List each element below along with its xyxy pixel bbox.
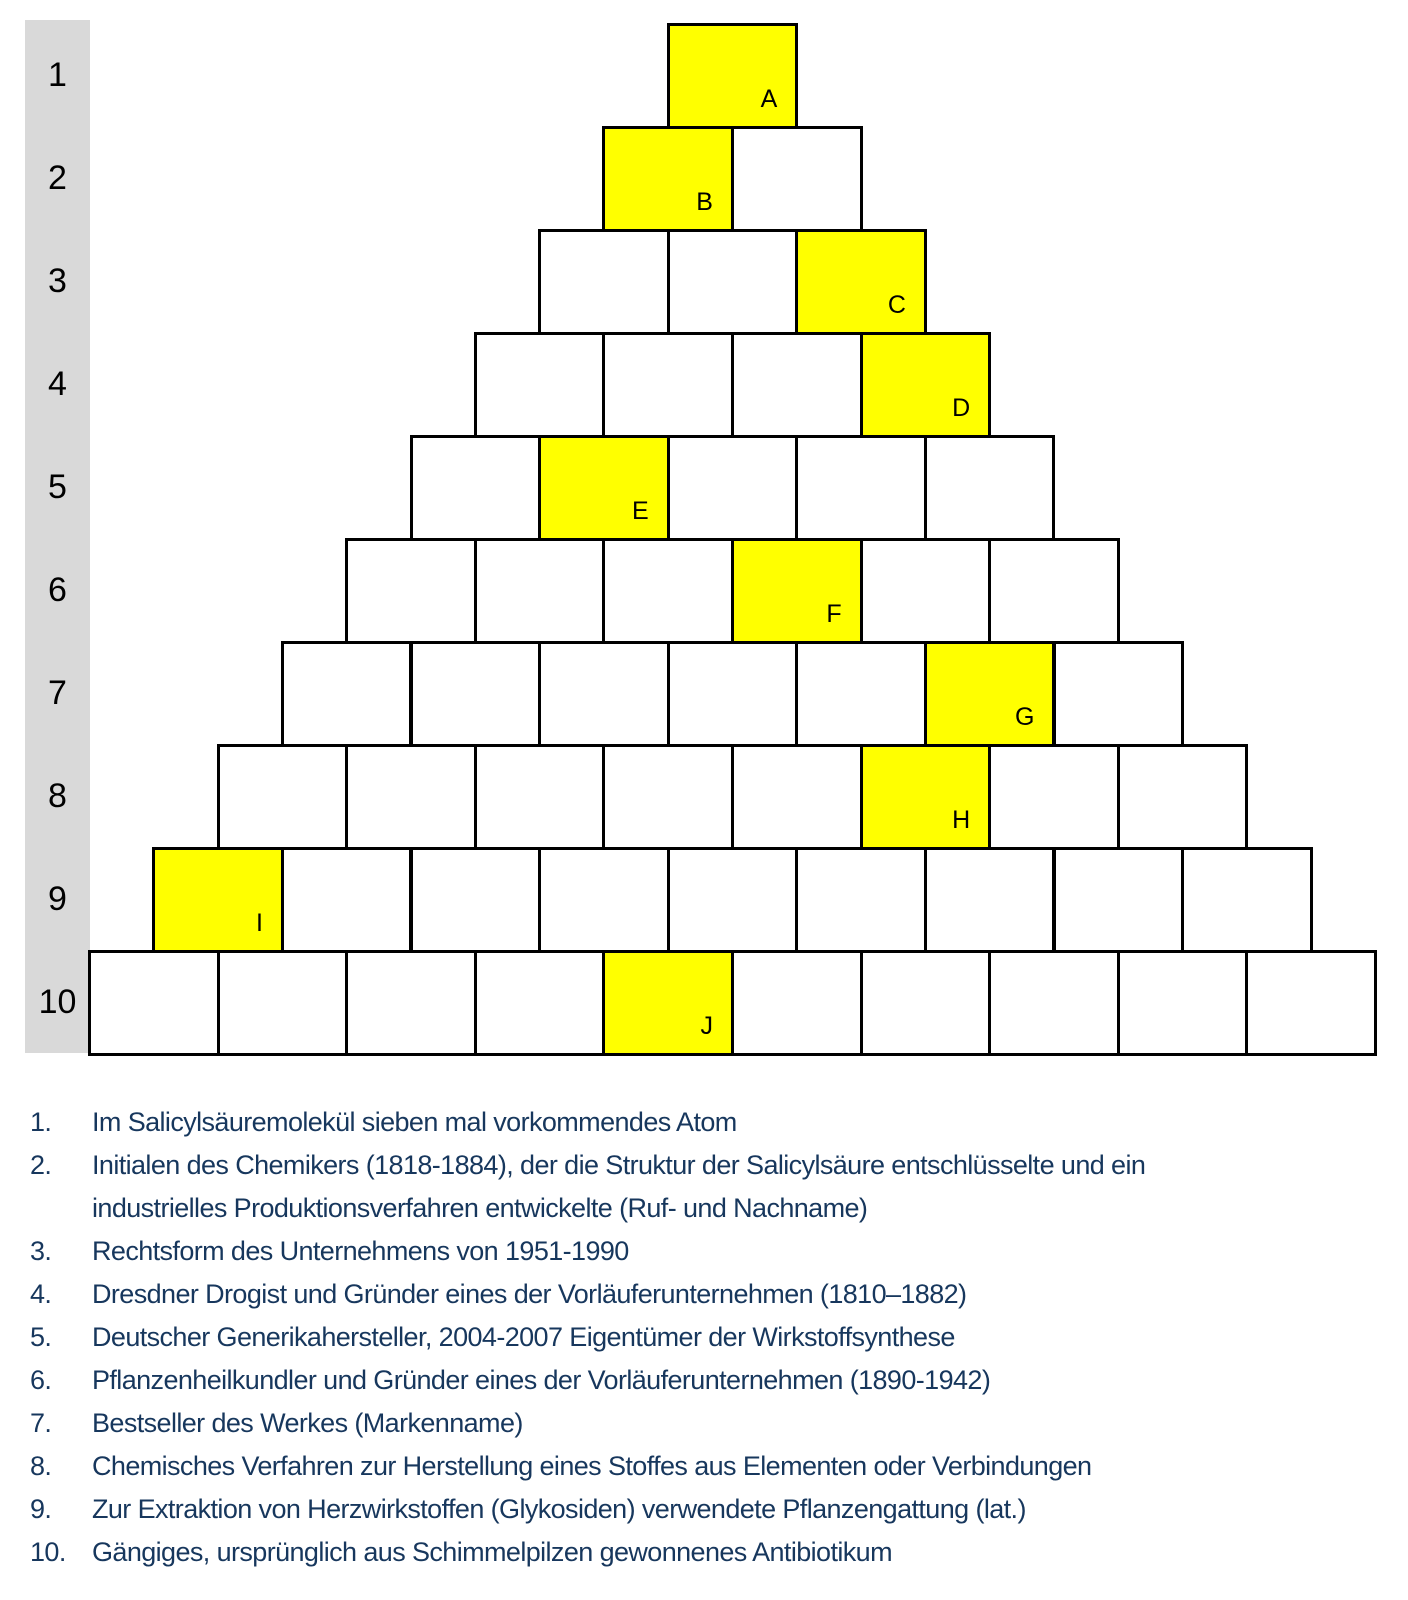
clue-number-8: 8. <box>30 1451 52 1481</box>
cell-letter-D: D <box>952 394 971 422</box>
cell-letter-B: B <box>696 188 713 216</box>
pyramid-cell-r6c3[interactable] <box>602 538 734 644</box>
pyramid-cell-r3c1[interactable] <box>538 229 670 335</box>
clue-number-10: 10. <box>30 1537 66 1567</box>
row-number-5: 5 <box>48 467 67 506</box>
clue-number-1: 1. <box>30 1107 52 1137</box>
clue-number-2: 2. <box>30 1150 52 1180</box>
clue-text-4: Dresdner Drogist und Gründer eines der Vorläuferunternehmen (1810–1882) <box>92 1279 967 1309</box>
pyramid-cell-r7c5[interactable] <box>795 641 927 747</box>
row-number-7: 7 <box>48 673 67 712</box>
clue-text-1: Im Salicylsäuremolekül sieben mal vorkommendes Atom <box>92 1107 737 1137</box>
row-number-9: 9 <box>48 879 67 918</box>
pyramid-cell-r10c1[interactable] <box>88 950 220 1056</box>
clue-number-5: 5. <box>30 1322 52 1352</box>
clue-text-2: Initialen des Chemikers (1818-1884), der die Struktur der Salicylsäure entschlüsselte und ein <box>92 1150 1146 1180</box>
clue-number-4: 4. <box>30 1279 52 1309</box>
cell-letter-A: A <box>760 85 778 113</box>
pyramid-cell-r10c10[interactable] <box>1245 950 1377 1056</box>
clue-number-3: 3. <box>30 1236 52 1266</box>
row-number-10: 10 <box>38 982 77 1021</box>
pyramid-cell-r6c2[interactable] <box>474 538 606 644</box>
row-number-8: 8 <box>48 776 67 815</box>
pyramid-cell-r3c3-highlighted[interactable] <box>795 229 927 335</box>
cell-letter-F: F <box>826 600 842 628</box>
pyramid-cell-r9c6[interactable] <box>795 847 927 953</box>
pyramid-cell-r7c7[interactable] <box>1053 641 1185 747</box>
pyramid-cell-r6c5[interactable] <box>860 538 992 644</box>
pyramid-cell-r6c6[interactable] <box>988 538 1120 644</box>
pyramid-cell-r4c2[interactable] <box>602 332 734 438</box>
pyramid-cell-r5c4[interactable] <box>795 435 927 541</box>
pyramid-cell-r9c3[interactable] <box>410 847 542 953</box>
pyramid-cell-r7c2[interactable] <box>410 641 542 747</box>
pyramid-cell-r7c1[interactable] <box>281 641 413 747</box>
clue-number-9: 9. <box>30 1494 52 1524</box>
clue-number-6: 6. <box>30 1365 52 1395</box>
cell-letter-J: J <box>700 1012 713 1040</box>
pyramid-cell-r7c4[interactable] <box>667 641 799 747</box>
pyramid-cell-r4c4-highlighted[interactable] <box>860 332 992 438</box>
clue-text-7: Bestseller des Werkes (Markenname) <box>92 1408 523 1438</box>
cell-letter-E: E <box>632 497 649 525</box>
pyramid-cell-r8c7[interactable] <box>988 744 1120 850</box>
pyramid-cell-r6c1[interactable] <box>345 538 477 644</box>
pyramid-cell-r9c2[interactable] <box>281 847 413 953</box>
row-number-4: 4 <box>48 364 67 403</box>
pyramid-cell-r8c5[interactable] <box>731 744 863 850</box>
pyramid-cell-r10c5-highlighted[interactable] <box>602 950 734 1056</box>
row-number-6: 6 <box>48 570 67 609</box>
pyramid-cell-r5c2-highlighted[interactable] <box>538 435 670 541</box>
clue-text-5: Deutscher Generikahersteller, 2004-2007 Eigentümer der Wirkstoffsynthese <box>92 1322 955 1352</box>
pyramid-cell-r7c3[interactable] <box>538 641 670 747</box>
pyramid-cell-r8c1[interactable] <box>217 744 349 850</box>
pyramid-cell-r4c1[interactable] <box>474 332 606 438</box>
pyramid-cell-r1c1-highlighted[interactable] <box>667 23 799 129</box>
pyramid-cell-r9c9[interactable] <box>1181 847 1313 953</box>
pyramid-cell-r9c8[interactable] <box>1053 847 1185 953</box>
clue-text-8: Chemisches Verfahren zur Herstellung eines Stoffes aus Elementen oder Verbindungen <box>92 1451 1092 1481</box>
pyramid-cell-r4c3[interactable] <box>731 332 863 438</box>
pyramid-cell-r10c2[interactable] <box>217 950 349 1056</box>
pyramid-cell-r10c7[interactable] <box>860 950 992 1056</box>
pyramid-cell-r3c2[interactable] <box>667 229 799 335</box>
pyramid-cell-r8c8[interactable] <box>1117 744 1249 850</box>
cell-letter-C: C <box>887 291 906 319</box>
pyramid-cell-r9c4[interactable] <box>538 847 670 953</box>
pyramid-cell-r2c2[interactable] <box>731 126 863 232</box>
pyramid-cell-r10c6[interactable] <box>731 950 863 1056</box>
clue-text-3: Rechtsform des Unternehmens von 1951-1990 <box>92 1236 629 1266</box>
pyramid-cell-r6c4-highlighted[interactable] <box>731 538 863 644</box>
pyramid-cell-r8c3[interactable] <box>474 744 606 850</box>
clue-text-10: Gängiges, ursprünglich aus Schimmelpilzen gewonnenes Antibiotikum <box>92 1537 892 1567</box>
cell-letter-I: I <box>255 909 263 937</box>
pyramid-cell-r8c2[interactable] <box>345 744 477 850</box>
pyramid-cell-r10c9[interactable] <box>1117 950 1249 1056</box>
cell-letter-H: H <box>952 806 971 834</box>
pyramid-cell-r5c3[interactable] <box>667 435 799 541</box>
row-number-2: 2 <box>48 158 67 197</box>
pyramid-cell-r10c4[interactable] <box>474 950 606 1056</box>
row-number-3: 3 <box>48 261 67 300</box>
clue-text-6: Pflanzenheilkundler und Gründer eines der Vorläuferunternehmen (1890-1942) <box>92 1365 991 1395</box>
pyramid-cell-r5c5[interactable] <box>924 435 1056 541</box>
pyramid-cell-r7c6-highlighted[interactable] <box>924 641 1056 747</box>
clue-text-9: Zur Extraktion von Herzwirkstoffen (Glykosiden) verwendete Pflanzengattung (lat.) <box>92 1494 1026 1524</box>
pyramid-cell-r9c1-highlighted[interactable] <box>152 847 284 953</box>
pyramid-cell-r9c5[interactable] <box>667 847 799 953</box>
clue-text-2-cont: industrielles Produktionsverfahren entwickelte (Ruf- und Nachname) <box>92 1193 868 1223</box>
pyramid-cell-r2c1-highlighted[interactable] <box>602 126 734 232</box>
pyramid-cell-r9c7[interactable] <box>924 847 1056 953</box>
pyramid-cell-r10c3[interactable] <box>345 950 477 1056</box>
pyramid-cell-r8c6-highlighted[interactable] <box>860 744 992 850</box>
pyramid-cell-r5c1[interactable] <box>410 435 542 541</box>
pyramid-cell-r10c8[interactable] <box>988 950 1120 1056</box>
cell-letter-G: G <box>1015 703 1035 731</box>
row-number-1: 1 <box>48 55 67 94</box>
clue-number-7: 7. <box>30 1408 52 1438</box>
pyramid-cell-r8c4[interactable] <box>602 744 734 850</box>
